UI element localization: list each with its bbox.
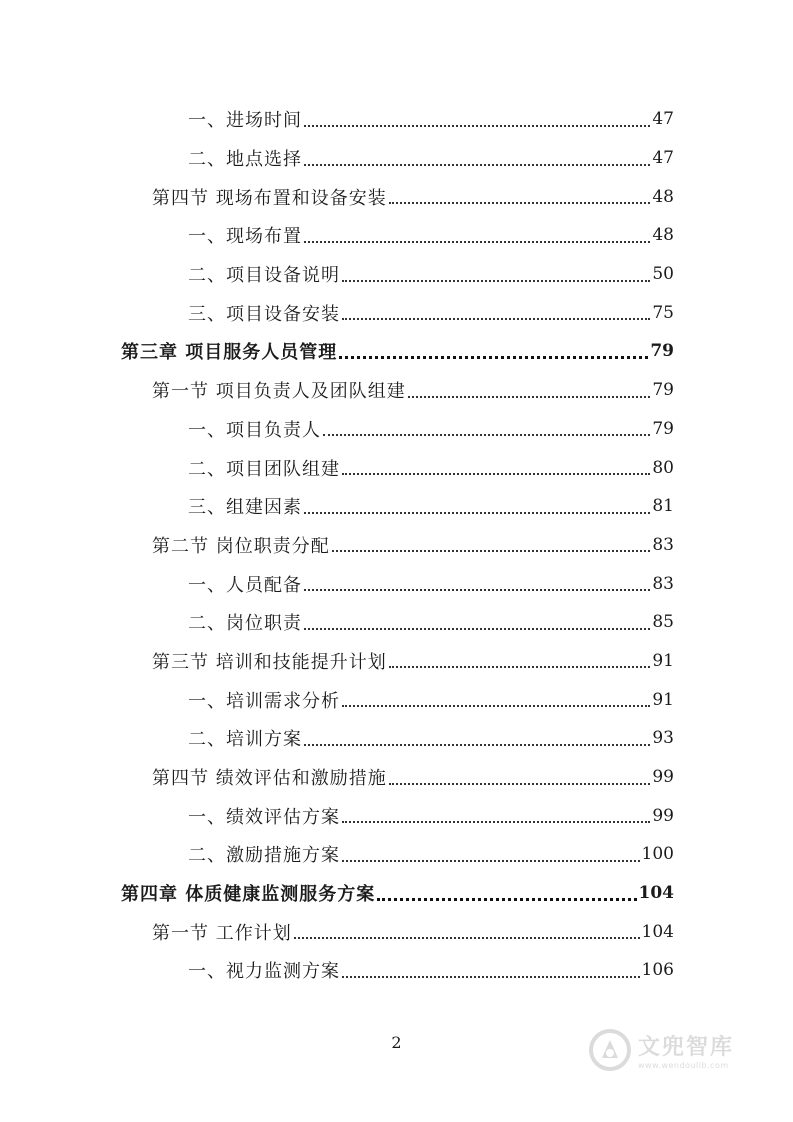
toc-entry[interactable] xyxy=(0,642,793,681)
toc-entry-title: 第一节 项目负责人及团队组建 xyxy=(152,381,406,403)
toc-entry[interactable] xyxy=(0,293,793,332)
toc-entry-page: 48 xyxy=(652,225,674,246)
toc-leader-dots xyxy=(304,511,650,514)
toc-leader-dots xyxy=(323,433,650,436)
toc-entry-title: 一、人员配备 xyxy=(188,574,302,596)
toc-leader-dots xyxy=(304,163,650,166)
toc-entry-page: 104 xyxy=(641,921,674,942)
toc-entry-title: 二、激励措施方案 xyxy=(188,845,340,867)
toc-leader-dots xyxy=(389,665,651,668)
toc-entry-title: 一、进场时间 xyxy=(188,110,302,132)
toc-entry-page: 79 xyxy=(652,380,674,401)
watermark-url: www.wendoulib.com xyxy=(638,1061,729,1070)
toc-entry[interactable] xyxy=(0,564,793,603)
toc-entry[interactable] xyxy=(0,332,793,371)
toc-leader-dots xyxy=(389,782,651,785)
toc-entry-page: 48 xyxy=(652,186,674,207)
toc-entry-title: 一、培训需求分析 xyxy=(188,690,340,712)
toc-entry-page: 104 xyxy=(638,883,674,904)
toc-entry-title: 三、组建因素 xyxy=(188,497,302,519)
toc-entry[interactable] xyxy=(0,526,793,565)
toc-entry[interactable] xyxy=(0,912,793,951)
toc-entry-title: 第四节 绩效评估和激励措施 xyxy=(152,768,387,790)
toc-leader-dots xyxy=(342,975,640,978)
toc-entry-title: 三、项目设备安装 xyxy=(188,303,340,325)
toc-entry[interactable] xyxy=(0,487,793,526)
toc-entry[interactable] xyxy=(0,255,793,294)
page-number: 2 xyxy=(391,1033,402,1052)
toc-entry[interactable] xyxy=(0,835,793,874)
toc-entry-page: 47 xyxy=(652,148,674,169)
toc-entry[interactable] xyxy=(0,448,793,487)
toc-entry-page: 80 xyxy=(652,457,674,478)
toc-entry-page: 83 xyxy=(652,573,674,594)
toc-entry[interactable] xyxy=(0,719,793,758)
toc-entry-title: 二、项目设备说明 xyxy=(188,265,340,287)
watermark-text: 文兜智库 xyxy=(638,1035,735,1060)
toc-entry-page: 79 xyxy=(650,341,674,362)
toc-entry-title: 二、项目团队组建 xyxy=(188,458,340,480)
toc-entry[interactable] xyxy=(0,216,793,255)
toc-entry[interactable] xyxy=(0,371,793,410)
toc-leader-dots xyxy=(342,820,650,823)
toc-entry[interactable] xyxy=(0,796,793,835)
toc-entry-page: 106 xyxy=(641,960,674,981)
toc-leader-dots xyxy=(342,279,650,282)
toc-entry-page: 100 xyxy=(641,844,674,865)
toc-entry-title: 二、培训方案 xyxy=(188,729,302,751)
toc-entry-title: 第一节 工作计划 xyxy=(152,922,292,944)
toc-entry-title: 第三章 项目服务人员管理 xyxy=(121,342,338,364)
toc-entry-page: 91 xyxy=(652,689,674,710)
toc-entry[interactable] xyxy=(0,680,793,719)
toc-entry-page: 75 xyxy=(652,302,674,323)
toc-entry-page: 50 xyxy=(652,264,674,285)
toc-entry-page: 99 xyxy=(652,805,674,826)
toc-leader-dots xyxy=(377,897,636,901)
toc-leader-dots xyxy=(342,704,650,707)
toc-entry[interactable] xyxy=(0,603,793,642)
watermark xyxy=(588,1020,758,1080)
watermark-logo-icon xyxy=(588,1028,632,1072)
toc-leader-dots xyxy=(342,859,640,862)
toc-leader-dots xyxy=(294,936,640,939)
toc-entry-page: 47 xyxy=(652,109,674,130)
toc-entry-title: 一、视力监测方案 xyxy=(188,961,340,983)
table-of-contents xyxy=(0,100,793,990)
toc-leader-dots xyxy=(304,743,650,746)
toc-entry[interactable] xyxy=(0,177,793,216)
toc-entry-page: 85 xyxy=(652,612,674,633)
toc-entry-title: 一、项目负责人 xyxy=(188,419,321,441)
toc-leader-dots xyxy=(389,201,651,204)
toc-entry-page: 93 xyxy=(652,728,674,749)
toc-entry-title: 第二节 岗位职责分配 xyxy=(152,535,330,557)
toc-entry-title: 第四节 现场布置和设备安装 xyxy=(152,187,387,209)
toc-entry-title: 一、绩效评估方案 xyxy=(188,806,340,828)
toc-leader-dots xyxy=(304,124,650,127)
toc-leader-dots xyxy=(339,355,648,359)
toc-entry-page: 91 xyxy=(652,650,674,671)
toc-entry-title: 第四章 体质健康监测服务方案 xyxy=(121,884,376,906)
toc-entry[interactable] xyxy=(0,100,793,139)
toc-entry-title: 一、现场布置 xyxy=(188,226,302,248)
toc-leader-dots xyxy=(304,588,650,591)
toc-entry-page: 79 xyxy=(652,418,674,439)
toc-leader-dots xyxy=(304,627,650,630)
toc-leader-dots xyxy=(332,549,651,552)
toc-entry-page: 83 xyxy=(652,534,674,555)
toc-leader-dots xyxy=(342,317,650,320)
toc-entry[interactable] xyxy=(0,951,793,990)
toc-leader-dots xyxy=(408,395,651,398)
toc-leader-dots xyxy=(342,472,650,475)
toc-entry-title: 二、岗位职责 xyxy=(188,613,302,635)
toc-entry-title: 二、地点选择 xyxy=(188,149,302,171)
toc-leader-dots xyxy=(304,240,650,243)
toc-entry-title: 第三节 培训和技能提升计划 xyxy=(152,651,387,673)
toc-entry-page: 81 xyxy=(652,496,674,517)
toc-entry[interactable] xyxy=(0,758,793,797)
toc-entry-page: 99 xyxy=(652,767,674,788)
toc-entry[interactable] xyxy=(0,139,793,178)
toc-entry[interactable] xyxy=(0,410,793,449)
toc-entry[interactable] xyxy=(0,874,793,913)
